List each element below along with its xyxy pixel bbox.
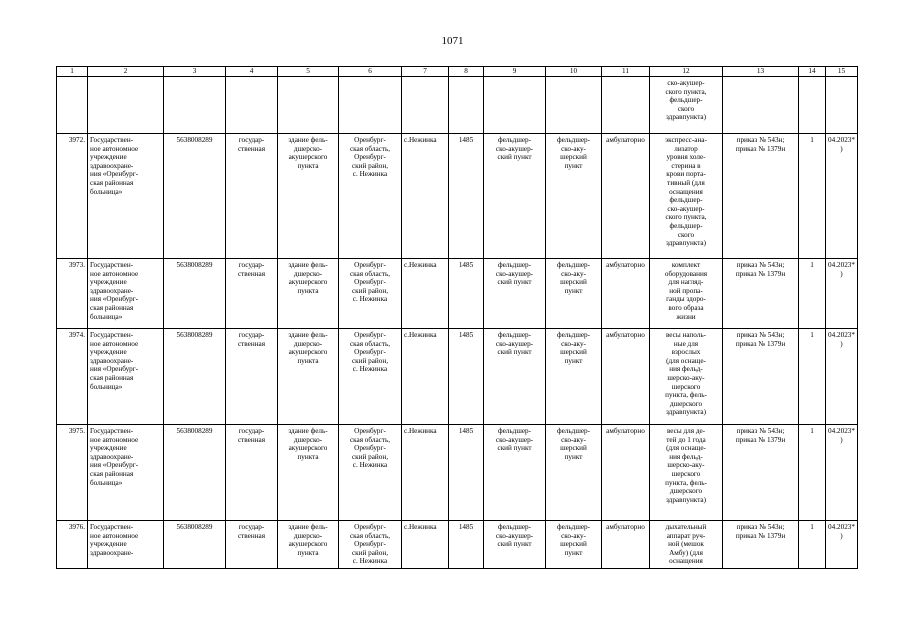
- row-number: 3975.: [57, 425, 88, 521]
- unit-type: фельдшер- ско-акушер- ский пункт: [484, 259, 546, 329]
- column-number-11: 11: [602, 67, 650, 77]
- date-value: 04.2023*): [826, 329, 858, 425]
- ownership-form: государ- ственная: [226, 329, 278, 425]
- locality-name: с.Нежинка: [402, 521, 449, 569]
- column-number-13: 13: [723, 67, 799, 77]
- unit-name: фельдшер- ско-аку- шерский пункт: [546, 134, 602, 259]
- inn-value: 5638008289: [164, 425, 226, 521]
- locality-name: с.Нежинка: [402, 425, 449, 521]
- organization-name: Государствен- ное автономное учреждение здравоохране-: [88, 521, 164, 569]
- column-number-1: 1: [57, 67, 88, 77]
- continuation-cell: [484, 77, 546, 134]
- column-number-5: 5: [278, 67, 339, 77]
- registry-table: [56, 66, 858, 569]
- unit-name: фельдшер- ско-аку- шерский пункт: [546, 425, 602, 521]
- building-name: здание фель- дшерско- акушерского пункта: [278, 259, 339, 329]
- organization-name: Государствен- ное автономное учреждение здравоохране- ния «Оренбург- ская районная больница»: [88, 329, 164, 425]
- date-value: 04.2023*): [826, 521, 858, 569]
- continuation-cell: [799, 77, 826, 134]
- continuation-cell: [278, 77, 339, 134]
- row-number: 3972.: [57, 134, 88, 259]
- continuation-cell: [602, 77, 650, 134]
- page-number: 1071: [441, 35, 464, 47]
- continuation-cell: [449, 77, 484, 134]
- column-number-15: 15: [826, 67, 858, 77]
- row-number: 3973.: [57, 259, 88, 329]
- column-number-8: 8: [449, 67, 484, 77]
- table-row: [57, 259, 858, 329]
- locality-code: 1485: [449, 134, 484, 259]
- inn-value: 5638008289: [164, 521, 226, 569]
- row-number: 3974.: [57, 329, 88, 425]
- order-reference: приказ № 543н; приказ № 1379н: [723, 425, 799, 521]
- unit-name: фельдшер- ско-аку- шерский пункт: [546, 259, 602, 329]
- ownership-form: государ- ственная: [226, 259, 278, 329]
- locality-code: 1485: [449, 329, 484, 425]
- table-row: [57, 521, 858, 569]
- continuation-cell: [723, 77, 799, 134]
- quantity-value: 1: [799, 425, 826, 521]
- column-number-2: 2: [88, 67, 164, 77]
- organization-name: Государствен- ное автономное учреждение здравоохране- ния «Оренбург- ская районная больница»: [88, 425, 164, 521]
- inn-value: 5638008289: [164, 329, 226, 425]
- care-form: амбулаторно: [602, 521, 650, 569]
- order-reference: приказ № 543н; приказ № 1379н: [723, 521, 799, 569]
- equipment-name: комплект оборудования для нагляд- ной пропа- ганды здоро- вого образа жизни: [650, 259, 723, 329]
- locality-code: 1485: [449, 521, 484, 569]
- continuation-cell: [88, 77, 164, 134]
- address-value: Оренбург- ская область, Оренбург- ский район, с. Нежинка: [339, 259, 402, 329]
- locality-name: с.Нежинка: [402, 329, 449, 425]
- unit-type: фельдшер- ско-акушер- ский пункт: [484, 134, 546, 259]
- unit-type: фельдшер- ско-акушер- ский пункт: [484, 521, 546, 569]
- ownership-form: государ- ственная: [226, 521, 278, 569]
- equipment-name: экспресс-ана- лизатор уровня холе- стерина в крови порта- тивный (для оснащения фельдшер- ско-акушер- ского пункта, фельдшер- ского здравпункта): [650, 134, 723, 259]
- address-value: Оренбург- ская область, Оренбург- ский район, с. Нежинка: [339, 134, 402, 259]
- continuation-row: [57, 77, 858, 134]
- organization-name: Государствен- ное автономное учреждение здравоохране- ния «Оренбург- ская районная больница»: [88, 259, 164, 329]
- column-number-3: 3: [164, 67, 226, 77]
- date-value: 04.2023*): [826, 134, 858, 259]
- building-name: здание фель- дшерско- акушерского пункта: [278, 521, 339, 569]
- continuation-cell: [826, 77, 858, 134]
- care-form: амбулаторно: [602, 259, 650, 329]
- column-number-6: 6: [339, 67, 402, 77]
- quantity-value: 1: [799, 521, 826, 569]
- order-reference: приказ № 543н; приказ № 1379н: [723, 329, 799, 425]
- continuation-cell: [57, 77, 88, 134]
- continuation-equipment: ско-акушер- ского пункта, фельдшер- ского здравпункта): [650, 77, 723, 134]
- continuation-cell: [402, 77, 449, 134]
- table-row: [57, 134, 858, 259]
- inn-value: 5638008289: [164, 259, 226, 329]
- column-number-9: 9: [484, 67, 546, 77]
- continuation-cell: [546, 77, 602, 134]
- locality-code: 1485: [449, 259, 484, 329]
- locality-name: с.Нежинка: [402, 134, 449, 259]
- continuation-cell: [164, 77, 226, 134]
- building-name: здание фель- дшерско- акушерского пункта: [278, 329, 339, 425]
- inn-value: 5638008289: [164, 134, 226, 259]
- ownership-form: государ- ственная: [226, 425, 278, 521]
- column-number-7: 7: [402, 67, 449, 77]
- unit-type: фельдшер- ско-акушер- ский пункт: [484, 425, 546, 521]
- building-name: здание фель- дшерско- акушерского пункта: [278, 134, 339, 259]
- care-form: амбулаторно: [602, 329, 650, 425]
- quantity-value: 1: [799, 259, 826, 329]
- date-value: 04.2023*): [826, 259, 858, 329]
- address-value: Оренбург- ская область, Оренбург- ский район, с. Нежинка: [339, 425, 402, 521]
- date-value: 04.2023*): [826, 425, 858, 521]
- unit-name: фельдшер- ско-аку- шерский пункт: [546, 521, 602, 569]
- table-row: [57, 329, 858, 425]
- row-number: 3976.: [57, 521, 88, 569]
- order-reference: приказ № 543н; приказ № 1379н: [723, 259, 799, 329]
- continuation-cell: [339, 77, 402, 134]
- column-number-12: 12: [650, 67, 723, 77]
- continuation-cell: [226, 77, 278, 134]
- care-form: амбулаторно: [602, 425, 650, 521]
- unit-name: фельдшер- ско-аку- шерский пункт: [546, 329, 602, 425]
- address-value: Оренбург- ская область, Оренбург- ский район, с. Нежинка: [339, 521, 402, 569]
- equipment-name: весы наполь- ные для взрослых (для оснаще- ния фельд- шерско-аку- шерского пункта, фель- дшерского здравпункта): [650, 329, 723, 425]
- equipment-name: дыхательный аппарат руч- ной (мешок Амбу) (для оснащения: [650, 521, 723, 569]
- order-reference: приказ № 543н; приказ № 1379н: [723, 134, 799, 259]
- unit-type: фельдшер- ско-акушер- ский пункт: [484, 329, 546, 425]
- building-name: здание фель- дшерско- акушерского пункта: [278, 425, 339, 521]
- address-value: Оренбург- ская область, Оренбург- ский район, с. Нежинка: [339, 329, 402, 425]
- equipment-name: весы для де- тей до 1 года (для оснаще- ния фельд- шерско-аку- шерского пункта, фель- дшерского здравпункта): [650, 425, 723, 521]
- quantity-value: 1: [799, 134, 826, 259]
- care-form: амбулаторно: [602, 134, 650, 259]
- locality-name: с.Нежинка: [402, 259, 449, 329]
- locality-code: 1485: [449, 425, 484, 521]
- table-row: [57, 425, 858, 521]
- column-number-10: 10: [546, 67, 602, 77]
- column-number-14: 14: [799, 67, 826, 77]
- quantity-value: 1: [799, 329, 826, 425]
- column-number-4: 4: [226, 67, 278, 77]
- organization-name: Государствен- ное автономное учреждение здравоохране- ния «Оренбург- ская районная больница»: [88, 134, 164, 259]
- column-number-row: [57, 67, 858, 77]
- ownership-form: государ- ственная: [226, 134, 278, 259]
